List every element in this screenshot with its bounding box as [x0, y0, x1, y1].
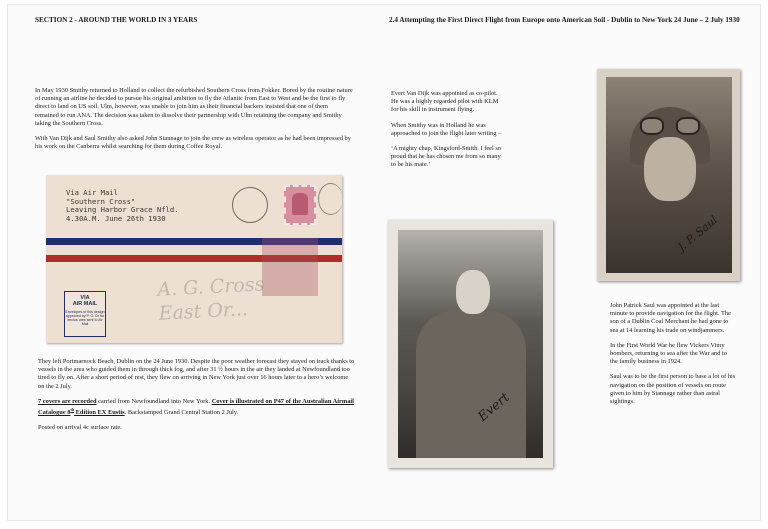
flight-paragraph: They left Portmarnock Beach, Dublin on the 24 June 1930. Despite the poor weather forecast they stayed on track thanks to vessels in the area who guided them in through thick fog, and after 31 ½ hours in the air they landed at Newfoundland too tired to fly on. After a short period of rest, they flew on arriving in New York just over 16 hours later to a hero’s welcome on the 2 July. — [38, 358, 355, 390]
page-title: 2.4 Attempting the First Direct Flight from Europe onto American Soil - Dublin to New York 24 June – 2 July 1930 — [389, 16, 740, 24]
postmark-partial — [318, 183, 343, 215]
via-air-mail-label: VIA AIR MAIL Envelopes of this design approved by P. O. Dr for enclos ures sent to Air Mail — [64, 291, 106, 337]
covers-paragraph: 7 covers are recorded carried from Newfoundland into New York. Cover is illustrated on P47 of the Australian Airmail Catalogue 8th Edition EX Eustis. Backstamped Grand Central Station 2 July. — [38, 397, 354, 417]
postage-paragraph: Posted on arrival 4c surface rate. — [38, 424, 122, 432]
airmail-cover — [46, 175, 342, 343]
intro-paragraph-2: With Van Dijk and Saul Smithy also asked John Stannage to join the crew as wireless operator as he had been impressed by his work on the Canberra whilst searching for them during Coffee Royal. — [35, 135, 351, 151]
saul-photo: J. P. Saul — [597, 69, 740, 281]
saul-text: John Patrick Saul was appointed at the last minute to provide navigation for the flight. The son of a Dublin Coal Merchant he had gone to sea at 14 learning his trade on windjammers. In the First World War he flew Vickers Vimy bombers, returning to sea after the War and to the family business in 1924. Saul was to be the first person to base a lot of his navigation on the position of vessels on route given to him by Stannage rather than astral sightings. — [610, 302, 736, 406]
intro-paragraph-1: In May 1930 Smithy returned to Holland to collect the refurbished Southern Cross from Fokker. Bored by the routine nature of running an airline he decided to pursue his original ambition to fly the Atlantic from East to West and be the first to fly direct to land on US soil. Ulm, however, was unable to join him as their financial backers insisted that one of them remained to run ANA. The decision was taken to dissolve their partnership with Ulm retaining the company and Smithy taking the Southern Cross. — [35, 87, 353, 127]
flight-text — [38, 358, 356, 440]
van-dijk-text: Evert Van Dijk was appointed as co-pilot. He was a highly regarded pilot with KLM for his skill in instrument flying. When Smithy was in Holland he was approached to join the flight later writing – ‘A mighty chap, Kingsford-Smith. I feel so proud that he has chosen me from so many to be his mate.’ — [391, 90, 502, 169]
postmark-circle — [232, 187, 268, 223]
section-title: SECTION 2 - AROUND THE WORLD IN 3 YEARS — [35, 16, 198, 24]
intro-text — [35, 87, 353, 158]
handwritten-address: A. G. Cross East Or... — [156, 273, 265, 325]
postage-stamp — [284, 185, 316, 225]
typed-address: Via Air Mail "Southern Cross" Leaving Harbor Grace Nfld. 4.30A.M. June 26th 1930 — [66, 188, 179, 223]
van-dijk-photo: Evert — [388, 220, 553, 468]
cachet-overprint — [262, 238, 318, 296]
album-page — [8, 5, 760, 520]
